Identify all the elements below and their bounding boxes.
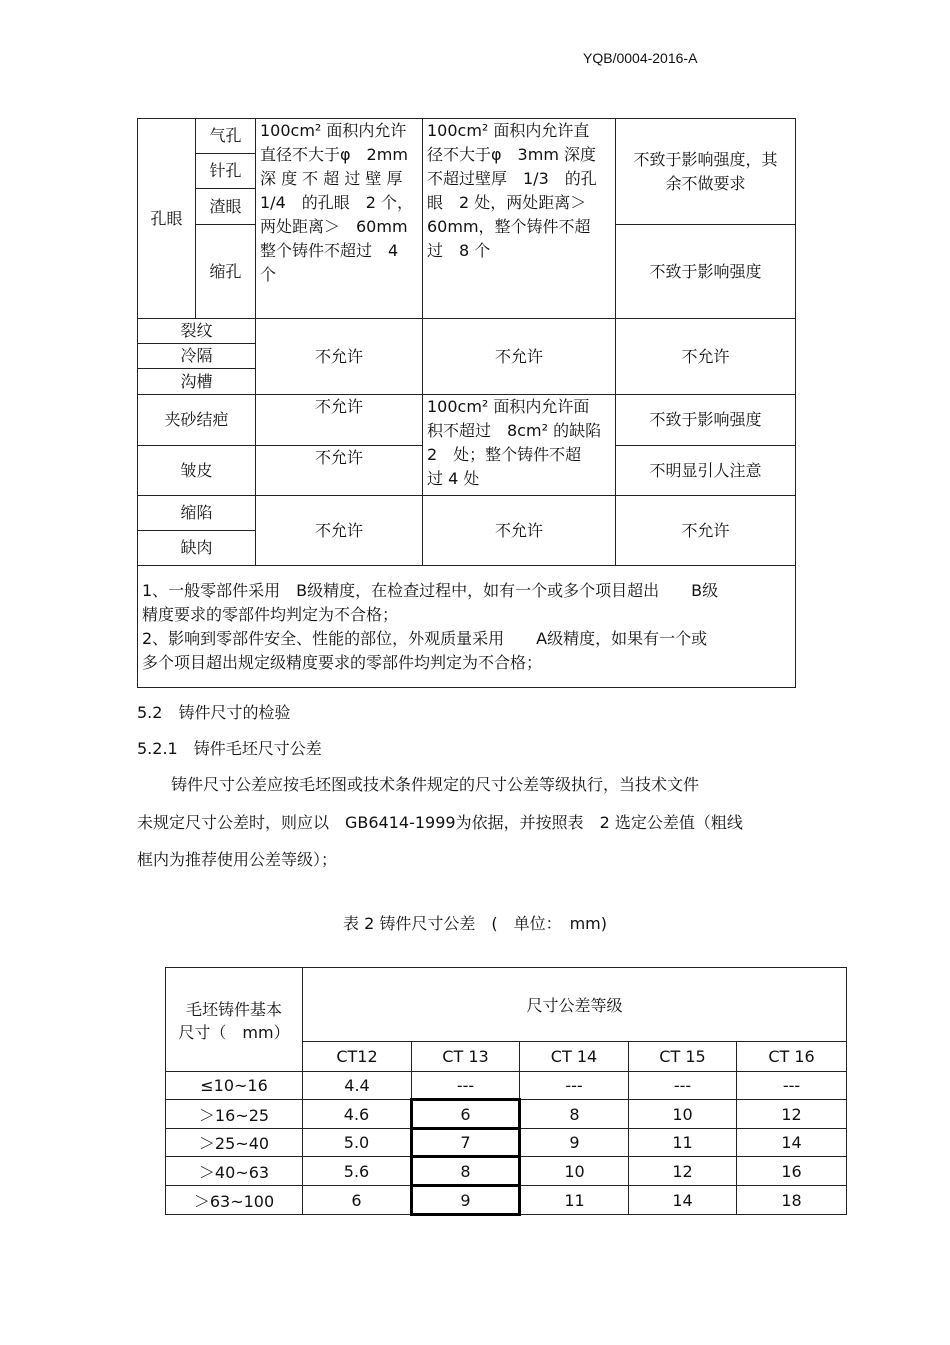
sand-spec-b: 100cm² 面积内允许面 积不超过 8cm² 的缺陷 2 处；整个铸件不超 过 4 处 bbox=[423, 395, 616, 496]
table-row bbox=[166, 1072, 847, 1100]
table-cell: 18 bbox=[737, 1186, 847, 1215]
defect-label: 沟槽 bbox=[138, 369, 256, 395]
table-cell: ＞40~63 bbox=[166, 1157, 303, 1186]
not-allowed: 不允许 bbox=[616, 496, 796, 566]
table-cell: --- bbox=[520, 1072, 629, 1100]
table-cell: 10 bbox=[629, 1100, 737, 1129]
recommended-cell: 9 bbox=[412, 1186, 520, 1215]
table-cell: --- bbox=[412, 1072, 520, 1100]
table-cell: 6 bbox=[303, 1186, 412, 1215]
column-header: CT 15 bbox=[629, 1042, 737, 1072]
recommended-cell: 7 bbox=[412, 1129, 520, 1157]
pore-spec-c: 不致于影响强度，其 余不做要求 bbox=[616, 119, 796, 225]
table-cell: 14 bbox=[737, 1129, 847, 1157]
table-row bbox=[166, 1157, 847, 1186]
not-allowed: 不允许 bbox=[616, 319, 796, 395]
subsection-heading: 5.2.1 铸件毛坯尺寸公差 bbox=[137, 739, 322, 758]
pore-spec-a: 100cm² 面积内允许 直径不大于φ 2mm 深 度 不 超 过 壁 厚 1/4 的孔眼 2 个， 两处距离＞ 60mm 整个铸件不超过 4 个 bbox=[256, 119, 423, 319]
group-header: 尺寸公差等级 bbox=[303, 968, 847, 1042]
table-cell: 11 bbox=[629, 1129, 737, 1157]
recommended-cell: 6 bbox=[412, 1100, 520, 1129]
table-cell: ＞63~100 bbox=[166, 1186, 303, 1215]
not-allowed: 不允许 bbox=[256, 446, 423, 496]
table-cell: 12 bbox=[737, 1100, 847, 1129]
tolerance-table bbox=[165, 967, 847, 1216]
table-row bbox=[166, 1100, 847, 1129]
paragraph-line: 铸件尺寸公差应按毛坯图或技术条件规定的尺寸公差等级执行，当技术文件 bbox=[171, 775, 700, 794]
defect-label: 皱皮 bbox=[138, 446, 256, 496]
not-allowed: 不允许 bbox=[256, 496, 423, 566]
table-cell: 5.0 bbox=[303, 1129, 412, 1157]
table-cell: ≤10~16 bbox=[166, 1072, 303, 1100]
table-cell: --- bbox=[737, 1072, 847, 1100]
group-label: 孔眼 bbox=[138, 119, 196, 319]
table-cell: 14 bbox=[629, 1186, 737, 1215]
corner-header: 毛坯铸件基本 尺寸（ mm） bbox=[166, 968, 303, 1072]
not-allowed: 不允许 bbox=[256, 395, 423, 446]
table-cell: 9 bbox=[520, 1129, 629, 1157]
not-allowed: 不允许 bbox=[423, 319, 616, 395]
table-cell: 4.4 bbox=[303, 1072, 412, 1100]
sand-spec-c: 不致于影响强度 bbox=[616, 395, 796, 446]
table-cell: ＞16~25 bbox=[166, 1100, 303, 1129]
table-row bbox=[166, 1129, 847, 1157]
table-cell: ＞25~40 bbox=[166, 1129, 303, 1157]
table-caption: 表 2 铸件尺寸公差 ( 单位： mm) bbox=[342, 914, 607, 933]
column-header: CT 16 bbox=[737, 1042, 847, 1072]
table-cell: 16 bbox=[737, 1157, 847, 1186]
sub-label: 气孔 bbox=[196, 119, 256, 154]
table-cell: 5.6 bbox=[303, 1157, 412, 1186]
wrinkle-spec-c: 不明显引人注意 bbox=[616, 446, 796, 496]
sub-label: 针孔 bbox=[196, 154, 256, 189]
recommended-cell: 8 bbox=[412, 1157, 520, 1186]
notes-cell: 1、一般零部件采用 B级精度，在检查过程中，如有一个或多个项目超出 B级 精度要求的零部件均判定为不合格； 2、影响到零部件安全、性能的部位，外观质量采用 A级精度，如果有一个或 多个项目超出规定级精度要求的零部件均判定为不合格； bbox=[138, 566, 796, 688]
defect-label: 冷隔 bbox=[138, 344, 256, 369]
column-header: CT 13 bbox=[412, 1042, 520, 1072]
table-cell: --- bbox=[629, 1072, 737, 1100]
table-row bbox=[166, 1186, 847, 1215]
table-cell: 4.6 bbox=[303, 1100, 412, 1129]
paragraph-line: 未规定尺寸公差时，则应以 GB6414-1999为依据，并按照表 2 选定公差值（粗线 bbox=[137, 813, 743, 832]
sub-label: 缩孔 bbox=[196, 225, 256, 319]
table-cell: 10 bbox=[520, 1157, 629, 1186]
defect-label: 缩陷 bbox=[138, 496, 256, 531]
defect-label: 缺肉 bbox=[138, 531, 256, 566]
table-cell: 12 bbox=[629, 1157, 737, 1186]
defect-label: 裂纹 bbox=[138, 319, 256, 344]
defect-label: 夹砂结疤 bbox=[138, 395, 256, 446]
column-header: CT12 bbox=[303, 1042, 412, 1072]
pore-spec-b: 100cm² 面积内允许直 径不大于φ 3mm 深度 不超过壁厚 1/3 的孔 眼 2 处，两处距离＞ 60mm，整个铸件不超 过 8 个 bbox=[423, 119, 616, 319]
column-header: CT 14 bbox=[520, 1042, 629, 1072]
section-heading: 5.2 铸件尺寸的检验 bbox=[137, 703, 291, 722]
table-cell: 11 bbox=[520, 1186, 629, 1215]
paragraph-line: 框内为推荐使用公差等级）； bbox=[137, 850, 338, 869]
shrink-spec-c: 不致于影响强度 bbox=[616, 225, 796, 319]
defect-table bbox=[137, 118, 796, 688]
sub-label: 渣眼 bbox=[196, 189, 256, 225]
table-cell: 8 bbox=[520, 1100, 629, 1129]
document-number: YQB/0004-2016-A bbox=[583, 50, 698, 66]
not-allowed: 不允许 bbox=[256, 319, 423, 395]
not-allowed: 不允许 bbox=[423, 496, 616, 566]
